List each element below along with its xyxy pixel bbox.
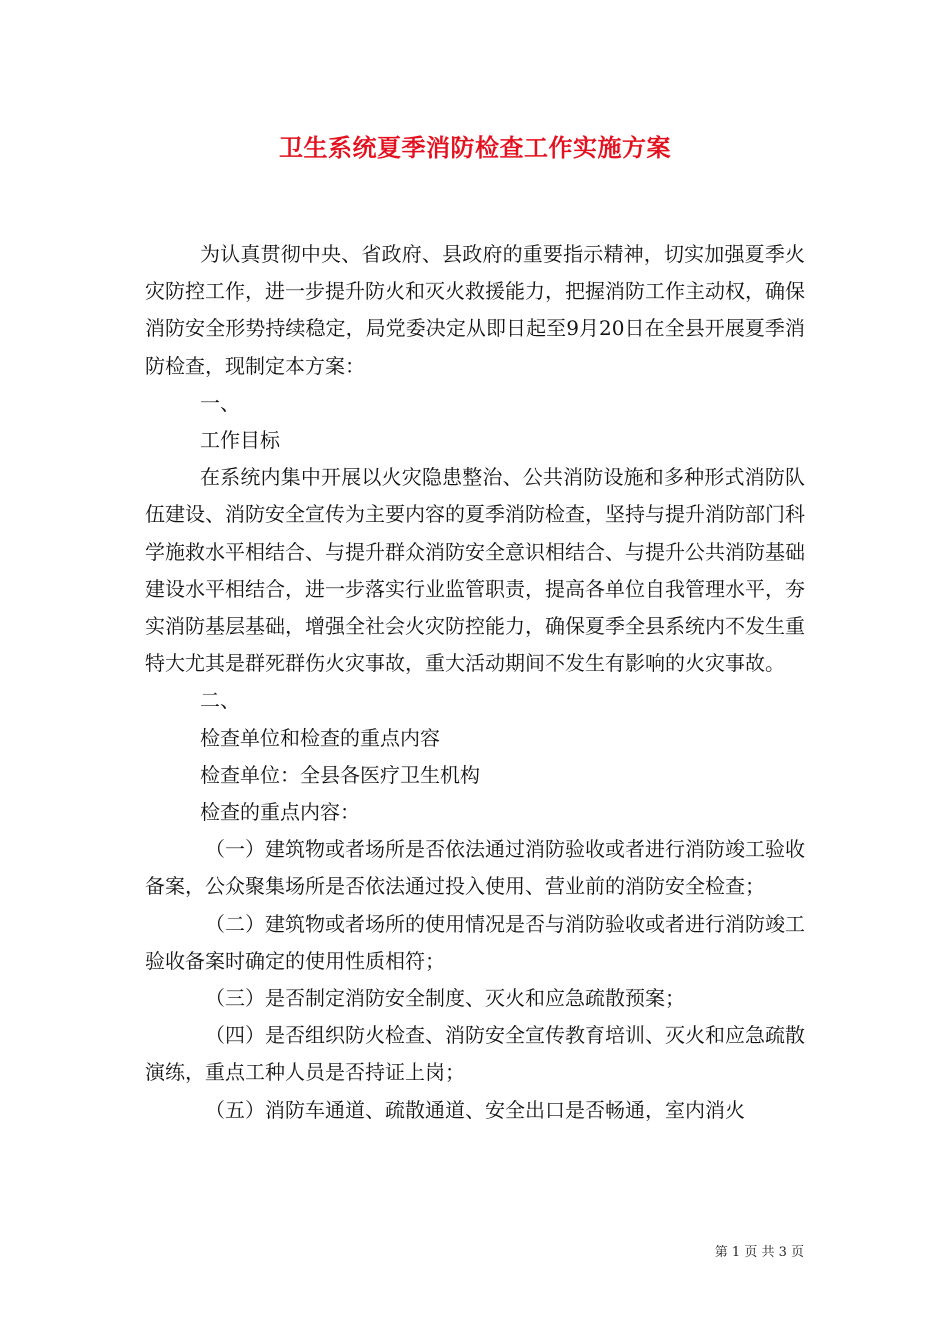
list-item-2: （二）建筑物或者场所的使用情况是否与消防验收或者进行消防竣工验收备案时确定的使用性质相符； [145,911,805,973]
goal-paragraph: 在系统内集中开展以火灾隐患整治、公共消防设施和多种形式消防队伍建设、消防安全宣传为主要内容的夏季消防检查，坚持与提升消防部门科学施救水平相结合、与提升群众消防安全意识相结合、与提升公共消防基础建设水平相结合，进一步落实行业监管职责，提高各单位自我管理水平，夯实消防基层基础，增强全社会火灾防控能力，确保夏季全县系统内不发生重特大尤其是群死群伤火灾事故，重大活动期间不发生有影响的火灾事故。 [145,465,805,676]
section-number-1: 一、 [200,390,240,415]
list-item-5: （五）消防车通道、疏散通道、安全出口是否畅通，室内消火 [205,1097,745,1122]
page-number: 第 1 页 共 3 页 [714,1245,804,1260]
document-body [145,236,805,1129]
list-item-1: （一）建筑物或者场所是否依法通过消防验收或者进行消防竣工验收备案，公众聚集场所是否依法通过投入使用、营业前的消防安全检查； [145,837,805,899]
document-title: 卫生系统夏季消防检查工作实施方案 [279,133,671,162]
inspection-focus-label: 检查的重点内容： [200,800,360,825]
section-heading-2: 检查单位和检查的重点内容 [200,725,440,750]
section-heading-1: 工作目标 [200,428,280,453]
inspection-units: 检查单位：全县各医疗卫生机构 [200,762,480,787]
list-item-4: （四）是否组织防火检查、消防安全宣传教育培训、灭火和应急疏散演练，重点工种人员是否持证上岗； [145,1023,805,1085]
section-number-2: 二、 [200,688,240,713]
list-item-3: （三）是否制定消防安全制度、灭火和应急疏散预案； [205,986,685,1011]
intro-paragraph: 为认真贯彻中央、省政府、县政府的重要指示精神，切实加强夏季火灾防控工作，进一步提升防火和灭火救援能力，把握消防工作主动权，确保消防安全形势持续稳定，局党委决定从即日起至9月20日在全县开展夏季消防检查，现制定本方案： [145,242,805,378]
